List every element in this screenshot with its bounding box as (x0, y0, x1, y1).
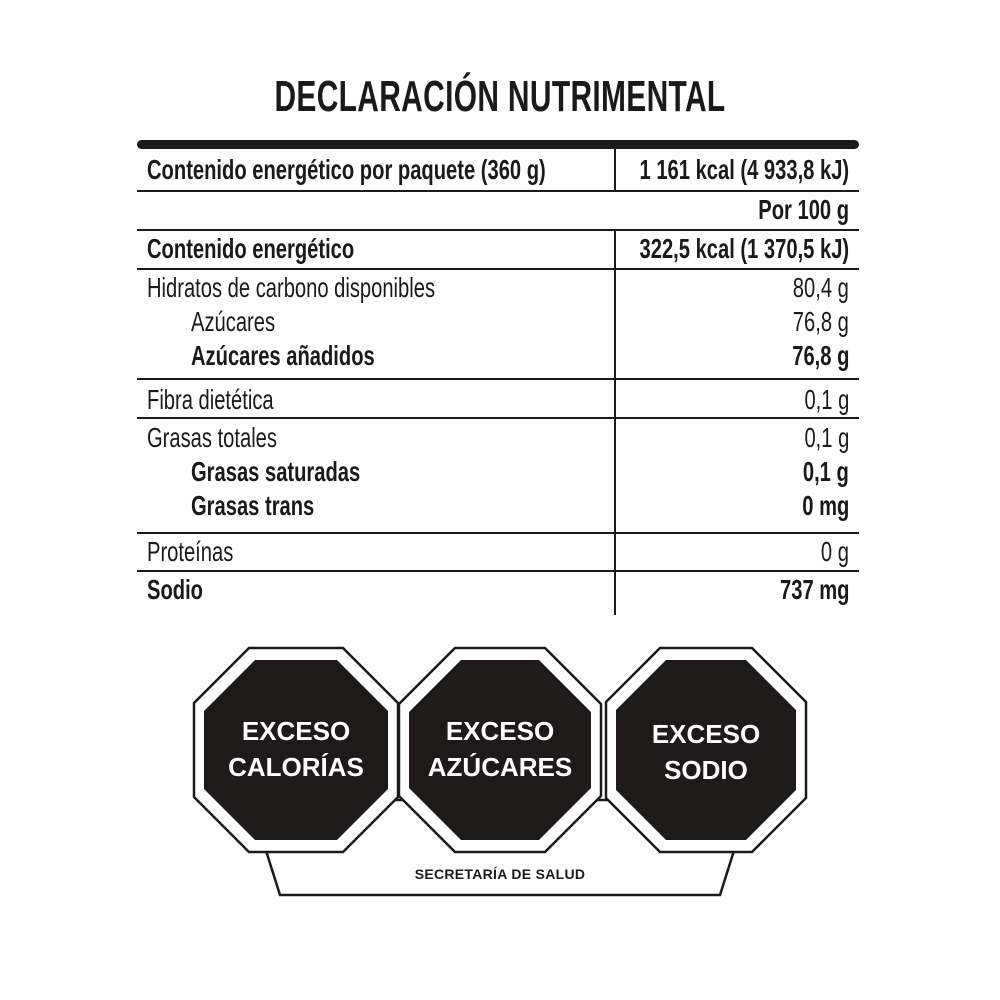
trans-fat-value: 0 mg (801, 490, 849, 521)
protein-value: 0 g (820, 536, 849, 567)
package-energy-value: 1 161 kcal (4 933,8 kJ) (639, 154, 849, 185)
energy-value: 322,5 kcal (1 370,5 kJ) (639, 233, 849, 264)
carbs-value: 80,4 g (792, 272, 849, 303)
added-sugars-label: Azúcares añadidos (191, 340, 375, 371)
seal-sugars-text (400, 713, 600, 785)
sugars-label: Azúcares (191, 306, 276, 337)
carbs-label: Hidratos de carbono disponibles (147, 272, 436, 303)
panel-title: DECLARACIÓN NUTRIMENTAL (274, 72, 726, 121)
seal-calories-line2: CALORÍAS (228, 752, 364, 782)
seal-sodium-text (606, 716, 806, 788)
fat-label: Grasas totales (147, 422, 277, 453)
seal-sugars-line2: AZÚCARES (427, 752, 573, 782)
sodium-label: Sodio (147, 574, 203, 605)
sodium-value: 737 mg (779, 574, 849, 605)
seal-sodium-line2: SODIO (664, 755, 748, 785)
fiber-label: Fibra dietética (147, 384, 274, 415)
added-sugars-value: 76,8 g (791, 340, 849, 371)
package-energy-label: Contenido energético por paquete (360 g) (147, 154, 546, 185)
seal-calories-text (196, 713, 396, 785)
protein-label: Proteínas (147, 536, 234, 567)
fiber-value: 0,1 g (804, 384, 849, 415)
per-100g-header: Por 100 g (758, 194, 849, 225)
trans-fat-label: Grasas trans (191, 490, 315, 521)
seal-sugars-line1: EXCESO (445, 716, 555, 746)
seal-authority-footer: SECRETARÍA DE SALUD (414, 866, 586, 882)
seal-calories-line1: EXCESO (241, 716, 351, 746)
energy-label: Contenido energético (147, 233, 355, 264)
sat-fat-value: 0,1 g (803, 456, 849, 487)
seal-sodium-line1: EXCESO (651, 719, 761, 749)
fat-value: 0,1 g (804, 422, 849, 453)
sugars-value: 76,8 g (792, 306, 849, 337)
sat-fat-label: Grasas saturadas (191, 456, 361, 487)
